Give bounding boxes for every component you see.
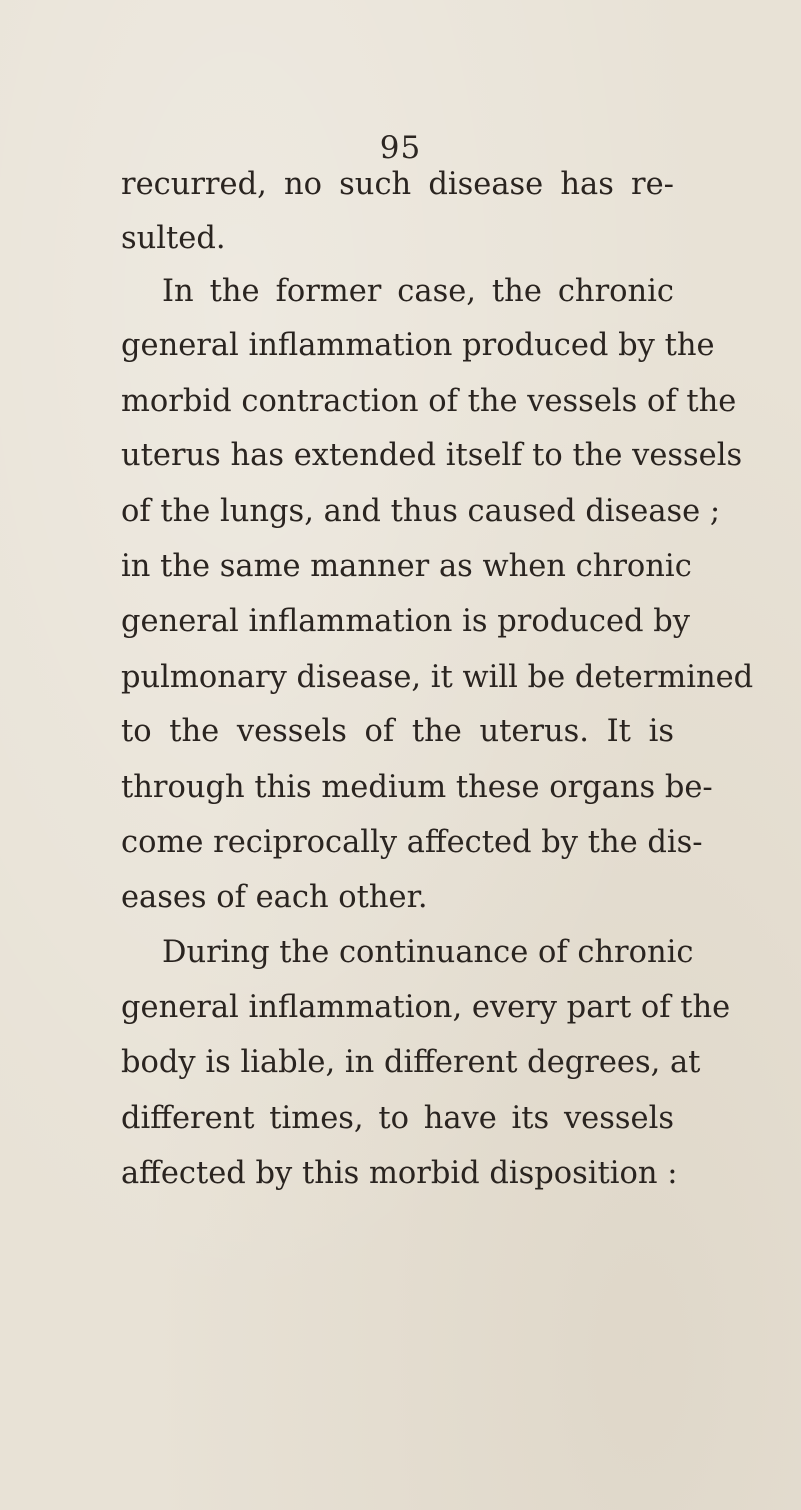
text-line: different times, to have its vessels xyxy=(121,1101,674,1136)
text-line: sulted. xyxy=(121,221,226,256)
text-line: uterus has extended itself to the vessels xyxy=(121,438,743,473)
text-line: recurred, no such disease has re- xyxy=(121,167,674,202)
text-line: general inflammation is produced by xyxy=(121,604,690,639)
text-line: affected by this morbid disposition : xyxy=(121,1156,678,1191)
text-line: of the lungs, and thus caused disease ; xyxy=(121,494,721,529)
paragraph-start-line: In the former case, the chronic xyxy=(162,274,674,309)
text-line: general inflammation produced by the xyxy=(121,328,715,363)
paragraph-start-line: During the continuance of chronic xyxy=(162,935,694,970)
page-number: 95 xyxy=(379,130,422,166)
text-line: through this medium these organs be- xyxy=(121,770,713,805)
text-line: in the same manner as when chronic xyxy=(121,549,692,584)
text-line: pulmonary disease, it will be determined xyxy=(121,660,754,695)
text-line: body is liable, in different degrees, at xyxy=(121,1045,701,1080)
text-line: to the vessels of the uterus. It is xyxy=(121,714,674,749)
text-line: eases of each other. xyxy=(121,880,428,915)
text-line: general inflammation, every part of the xyxy=(121,990,731,1025)
text-line: morbid contraction of the vessels of the xyxy=(121,384,737,419)
text-line: come reciprocally affected by the dis- xyxy=(121,825,703,860)
